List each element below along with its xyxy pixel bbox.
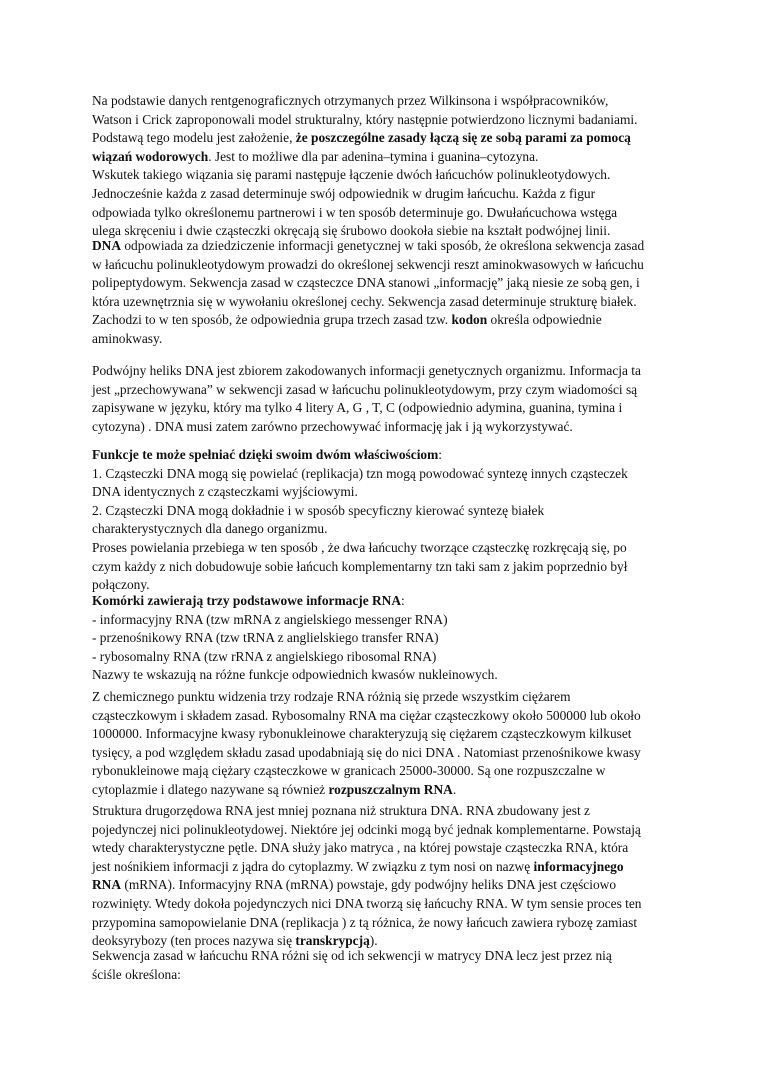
- text-line: odpowiada tylko określonemu partnerowi i w ten sposób determinuje go. Dwułańcuchowa wstęga: [92, 204, 618, 220]
- text-line: 1. Cząsteczki DNA mogą się powielać (replikacja) tzn mogą powodować syntezę innych cząsteczek: [92, 465, 628, 481]
- paragraph-rna-sequence: [92, 947, 682, 984]
- text-line: rozwinięty. Wtedy dokoła pojedynczych nici DNA tworzą się łańcuchy RNA. W tym sensie proces ten: [92, 895, 642, 911]
- text-line: Struktura drugorzędowa RNA jest mniej poznana niż struktura DNA. RNA zbudowany jest z: [92, 803, 590, 818]
- text-line: jest „przechowywana” w sekwencji zasad w łańcuchu polinukleotydowym, przy czym wiadomości są: [92, 381, 638, 397]
- paragraph-double-helix-information: [92, 362, 682, 436]
- text-line: połączony.: [92, 577, 150, 593]
- text-line: 1000000. Informacyjne kwasy rybonukleinowe charakteryzują się ciężarem cząsteczkowym kilkuset: [92, 726, 632, 742]
- text-line: Z chemicznego punktu widzenia trzy rodzaje RNA różnią się przede wszystkim ciężarem: [92, 689, 571, 704]
- bold-emphasis: rozpuszczalnym RNA: [328, 781, 453, 797]
- paragraph-rna-types: [92, 592, 682, 685]
- text-line: która uzewnętrznia się w wywołaniu określonej cechy. Sekwencja zasad determinuje strukturę białek.: [92, 293, 637, 309]
- text-line: 2. Cząsteczki DNA mogą dokładnie i w sposób specyficzny kierować syntezę białek: [92, 502, 545, 518]
- bold-emphasis: DNA: [92, 238, 122, 253]
- text-line: charakterystycznych dla danego organizmu.: [92, 521, 328, 537]
- text-line: Podwójny heliks DNA jest zbiorem zakodowanych informacji genetycznych organizmu. Informacja ta: [92, 363, 641, 378]
- text-line: Funkcje te może spełniać dzięki swoim dwóm właściwościom:: [92, 447, 442, 462]
- text-line: deoksyrybozy (ten proces nazywa się transkrypcją).: [92, 933, 378, 949]
- text-line: - informacyjny RNA (tzw mRNA z angielskiego messenger RNA): [92, 611, 448, 627]
- text-line: Komórki zawierają trzy podstawowe informacje RNA:: [92, 593, 405, 608]
- text-line: DNA identycznych z cząsteczkami wyjściowymi.: [92, 484, 358, 500]
- text-line: cytozyna) . DNA musi zatem zarówno przechowywać informację jak i ją wykorzystywać.: [92, 418, 573, 434]
- text-line: DNA odpowiada za dziedziczenie informacji genetycznej w taki sposób, że określona sekwencja zasad: [92, 238, 645, 253]
- paragraph-watson-crick-model: [92, 92, 682, 241]
- bold-emphasis: Funkcje te może spełniać dzięki swoim dwóm właściwościom: [92, 447, 439, 462]
- text-line: czym każdy z nich dobudowuje sobie łańcuch komplementarny tzn taki sam z jakim poprzednio był: [92, 558, 628, 574]
- paragraph-rna-structure: [92, 802, 682, 951]
- text-line: przypomina samopowielanie DNA (replikacja ) z tą różnica, że nowy łańcuch zawiera rybozę zamiast: [92, 914, 638, 930]
- text-line: Jednocześnie każda z zasad determinuje swój odpowiednik w drugim łańcuchu. Każda z figur: [92, 185, 596, 201]
- text-line: jest nośnikiem informacji z jądra do cytoplazmy. W związku z tym nosi on nazwę informacyjnego: [92, 858, 624, 874]
- paragraph-rna-chemistry: [92, 688, 682, 800]
- text-line: cytoplazmie i dlatego nazywane są również rozpuszczalnym RNA.: [92, 781, 457, 797]
- text-line: cząsteczkowym i składem zasad. Rybosomalny RNA ma ciężar cząsteczkowy około 500000 lub około: [92, 707, 641, 723]
- bold-emphasis: RNA: [92, 877, 122, 893]
- bold-emphasis: wiązań wodorowych: [92, 148, 209, 164]
- bold-emphasis: transkrypcją: [295, 933, 370, 949]
- text-line: Nazwy te wskazują na różne funkcje odpowiednich kwasów nukleinowych.: [92, 667, 498, 683]
- text-line: - przenośnikowy RNA (tzw tRNA z anglielskiego transfer RNA): [92, 630, 439, 646]
- text-line: Proses powielania przebiega w ten sposób , że dwa łańcuchy tworzące cząsteczkę rozkręcają się, po: [92, 539, 627, 555]
- text-line: polipeptydowym. Sekwencja zasad w cząsteczce DNA stanowi „informację” jaką niesie ze sobą gen, i: [92, 275, 640, 291]
- text-line: wiązań wodorowych. Jest to możliwe dla par adenina–tymina i guanina–cytozyna.: [92, 148, 539, 164]
- bold-emphasis: Komórki zawierają trzy podstawowe informacje RNA: [92, 593, 402, 608]
- text-line: Sekwencja zasad w łańcuchu RNA różni się od ich sekwencji w matrycy DNA lecz jest przez nią: [92, 948, 612, 963]
- bold-emphasis: kodon: [451, 312, 488, 328]
- text-line: wtedy charakterystyczne pętle. DNA służy jako matryca , na której powstaje cząsteczka RNA, która: [92, 840, 629, 856]
- text-line: tysięcy, a pod względem składu zasad upodabniają się do nici DNA . Natomiast przenośnikowe kwasy: [92, 744, 641, 760]
- text-line: ulega skręceniu i dwie cząsteczki okręcają się śrubowo dookoła siebie na kształt podwójnej linii.: [92, 223, 611, 239]
- text-line: aminokwasy.: [92, 330, 163, 346]
- text-line: Wskutek takiego wiązania się parami następuje łączenie dwóch łańcuchów polinukleotydowych.: [92, 167, 611, 183]
- bold-emphasis: informacyjnego: [533, 858, 624, 874]
- bold-emphasis: że poszczególne zasady łączą się ze sobą parami za pomocą: [295, 130, 631, 146]
- text-line: pojedynczej nici polinukleotydowej. Niektóre jej odcinki mogą być jednak komplementarne. Powstają: [92, 821, 641, 837]
- text-line: w łańcuchu polinukleotydowym prowadzi do określonej sekwencji reszt aminokwasowych w łańcuchu: [92, 256, 644, 272]
- text-line: zapisywane w języku, który ma tylko 4 litery A, G , T, C (odpowiednio adymina, guanina, tymina i: [92, 400, 623, 416]
- text-line: - rybosomalny RNA (tzw rRNA z angielskiego ribosomal RNA): [92, 648, 437, 664]
- text-line: RNA (mRNA). Informacyjny RNA (mRNA) powstaje, gdy podwójny heliks DNA jest częściowo: [92, 877, 617, 893]
- text-line: Na podstawie danych rentgenograficznych otrzymanych przez Wilkinsona i współpracowników,: [92, 93, 609, 108]
- text-line: Zachodzi to w ten sposób, że odpowiednia grupa trzech zasad tzw. kodon określa odpowiednie: [92, 312, 602, 328]
- text-line: ściśle określona:: [92, 966, 181, 982]
- text-line: Podstawą tego modelu jest założenie, że poszczególne zasady łączą się ze sobą parami za pomocą: [92, 130, 631, 146]
- text-line: rybonukleinowe mają ciężary cząsteczkowe w granicach 25000-30000. Są one rozpuszczalne w: [92, 763, 606, 779]
- paragraph-dna-heredity: [92, 237, 682, 349]
- paragraph-dna-functions: [92, 446, 682, 595]
- text-line: Watson i Crick zaproponowali model strukturalny, który następnie potwierdzono licznymi badaniami.: [92, 111, 638, 127]
